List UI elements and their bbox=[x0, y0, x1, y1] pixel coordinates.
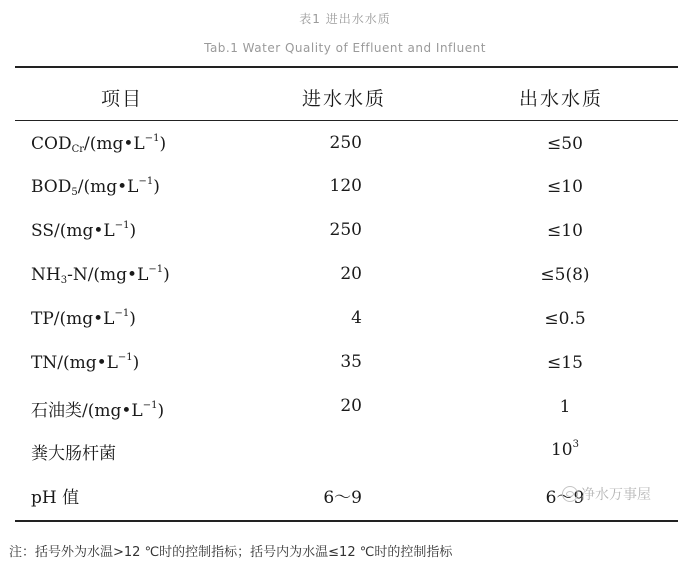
watermark bbox=[562, 484, 651, 504]
row-influent: 35 bbox=[340, 352, 362, 372]
table-caption-cn: 表1 进出水水质 bbox=[299, 12, 391, 26]
table-row bbox=[0, 308, 690, 338]
row-influent: 20 bbox=[340, 396, 362, 416]
row-effluent: 1 bbox=[559, 397, 571, 417]
row-effluent: ≤5(8) bbox=[540, 265, 590, 285]
table-footnote: 注：括号外为水温>12 ℃时的控制指标；括号内为水温≤12 ℃时的控制指标 bbox=[9, 545, 453, 560]
row-effluent: ≤15 bbox=[547, 353, 583, 373]
header-effluent: 出水水质 bbox=[519, 88, 604, 110]
row-item: 石油类$/(mg•L^{-1})$ bbox=[31, 400, 165, 421]
row-effluent: ≤0.5 bbox=[544, 309, 586, 329]
row-influent: 20 bbox=[340, 264, 362, 284]
header-influent: 进水水质 bbox=[302, 88, 387, 110]
row-effluent: ≤10 bbox=[547, 221, 583, 241]
table-row bbox=[0, 396, 690, 426]
wechat-logo-icon bbox=[562, 486, 578, 502]
row-item: 粪大肠杆菌 bbox=[31, 444, 116, 464]
row-effluent: ≤10 bbox=[547, 177, 583, 197]
row-effluent: ≤50 bbox=[547, 134, 583, 154]
row-effluent: 6～9 bbox=[545, 488, 585, 508]
table-row bbox=[0, 264, 690, 294]
row-influent: 120 bbox=[329, 176, 362, 196]
table-caption-en: Tab.1 Water Quality of Effluent and Influent bbox=[204, 41, 486, 55]
row-effluent: $10^3$ bbox=[550, 439, 579, 460]
row-influent: 250 bbox=[329, 220, 362, 240]
table-header-rule bbox=[15, 120, 678, 121]
row-item: $COD_{Cr}/(mg•L^{-1})$ bbox=[31, 133, 167, 155]
table-bottom-rule bbox=[15, 520, 678, 522]
header-item: 项目 bbox=[101, 88, 144, 110]
row-item: $TP/(mg•L^{-1})$ bbox=[31, 308, 136, 329]
row-influent: 6～9 bbox=[323, 488, 362, 508]
row-influent: 250 bbox=[329, 133, 362, 153]
table-row bbox=[0, 176, 690, 206]
table-top-rule bbox=[15, 66, 678, 68]
table-row bbox=[0, 439, 690, 469]
row-item: $TN/(mg•L^{-1})$ bbox=[31, 352, 140, 373]
row-item: pH 值 bbox=[31, 488, 80, 508]
watermark-text: 净水万事屋 bbox=[581, 487, 651, 503]
table-row bbox=[0, 352, 690, 382]
table-row bbox=[0, 220, 690, 250]
row-item: $SS/(mg•L^{-1})$ bbox=[31, 220, 137, 241]
row-item: $NH_3-N/(mg•L^{-1})$ bbox=[31, 264, 170, 286]
row-influent: 4 bbox=[351, 308, 362, 328]
row-item: $BOD_5/(mg•L^{-1})$ bbox=[31, 176, 160, 198]
table-row bbox=[0, 133, 690, 163]
